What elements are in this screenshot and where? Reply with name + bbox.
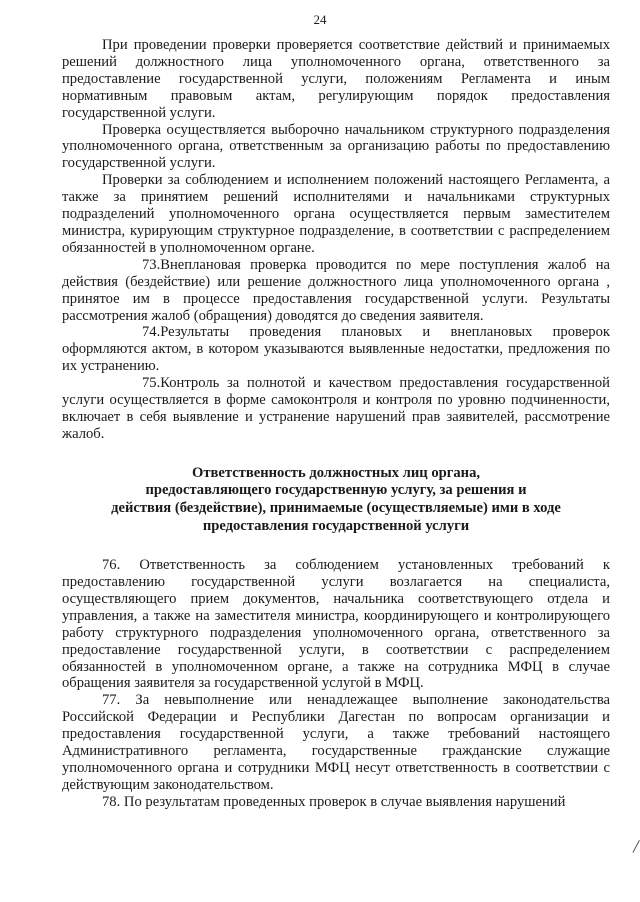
paragraph-text: Проверки за соблюдением и исполнением положений настоящего Регламента, а также за принятием решений исполнителями и начальниками структурных подразделений уполномоченного органа осуществляется первым заместителем министра, курирующим структурное подразделение, в соответствии с распределением обязанностей в уполномоченном органе. [62, 172, 610, 256]
paragraph-75 [62, 375, 610, 443]
paragraph-78 [62, 794, 610, 811]
spacer [62, 547, 610, 557]
paragraph-number: 76. [102, 557, 121, 574]
paragraph-text: При проведении проверки проверяется соответствие действий и принимаемых решений должностного лица уполномоченного органа, ответственного за предоставление государственной услуги, положениям Регламента и иным нормативным правовым актам, регулирующим порядок предоставления государственной услуги. [62, 37, 610, 121]
paragraph-text: Внеплановая проверка проводится по мере поступления жалоб на действия (бездействие) или решение должностного лица уполномоченного органа , принятое им в процессе предоставления государственной услуги. Результаты рассмотрения жалоб (обращения) доводятся до сведения заявителя. [62, 256, 610, 324]
scan-edge-mark [627, 837, 640, 853]
paragraph [62, 37, 610, 122]
paragraph-text: Контроль за полнотой и качеством предоставления государственной услуги осуществляется в форме самоконтроля и контроля по уровню подчиненности, включает в себя выявление и устранение нарушений прав заявителей, рассмотрение жалоб. [62, 375, 610, 442]
paragraph [62, 122, 610, 173]
paragraph-76 [62, 557, 610, 692]
paragraph-text: Ответственность за соблюдением установленных требований к предоставлению государственной услуги возлагается на специалиста, осуществляющего прием документов, начальника соответствующего отдела и управления, а также на заместителя министра, координирующего и контролирующего работу структурного подразделения уполномоченного органа, ответственного за предоставление государственной услуги, в соответствии с распределением обязанностей в уполномоченном органе, а также на сотрудника МФЦ в случае обращения заявителя за государственной услугой в МФЦ. [62, 557, 610, 692]
paragraph-74 [62, 324, 610, 375]
heading-line: предоставления государственной услуги [202, 517, 470, 534]
paragraph-number: 75. [142, 375, 161, 392]
section-heading [62, 465, 610, 535]
heading-line: предоставляющего государственную услугу, за решения и [145, 482, 527, 499]
spacer [62, 443, 610, 453]
paragraph [62, 172, 610, 257]
paragraph-77 [62, 692, 610, 793]
paragraph-number: 73. [142, 256, 161, 273]
paragraph-number: 78. [102, 793, 121, 810]
paragraph-text: Результаты проведения плановых и внеплановых проверок оформляются актом, в котором указываются выявленные недостатки, предложения по их устранению. [62, 324, 610, 375]
document-body [62, 37, 610, 811]
responsibility-section [62, 557, 610, 811]
page-number: 24 [313, 12, 327, 27]
control-section [62, 37, 610, 443]
paragraph-text: Проверка осуществляется выборочно начальником структурного подразделения уполномоченного органа, ответственным за организацию работы по предоставлению государственной услуги. [62, 121, 610, 172]
paragraph-number: 77. [102, 692, 121, 709]
paragraph-text: По результатам проведенных проверок в случае выявления нарушений [123, 793, 566, 810]
paragraph-text: За невыполнение или ненадлежащее выполнение законодательства Российской Федерации и Республики Дагестан по вопросам организации и предоставления государственной услуги, а также требований настоящего Административного регламента, государственные гражданские служащие уполномоченного органа и сотрудники МФЦ несут ответственность в соответствии с действующим законодательством. [62, 692, 610, 793]
paragraph-73 [62, 257, 610, 325]
heading-line: действия (бездействие), принимаемые (осуществляемые) ими в ходе [111, 499, 561, 516]
heading-line: Ответственность должностных лиц органа, [191, 464, 481, 481]
paragraph-number: 74. [142, 324, 161, 341]
